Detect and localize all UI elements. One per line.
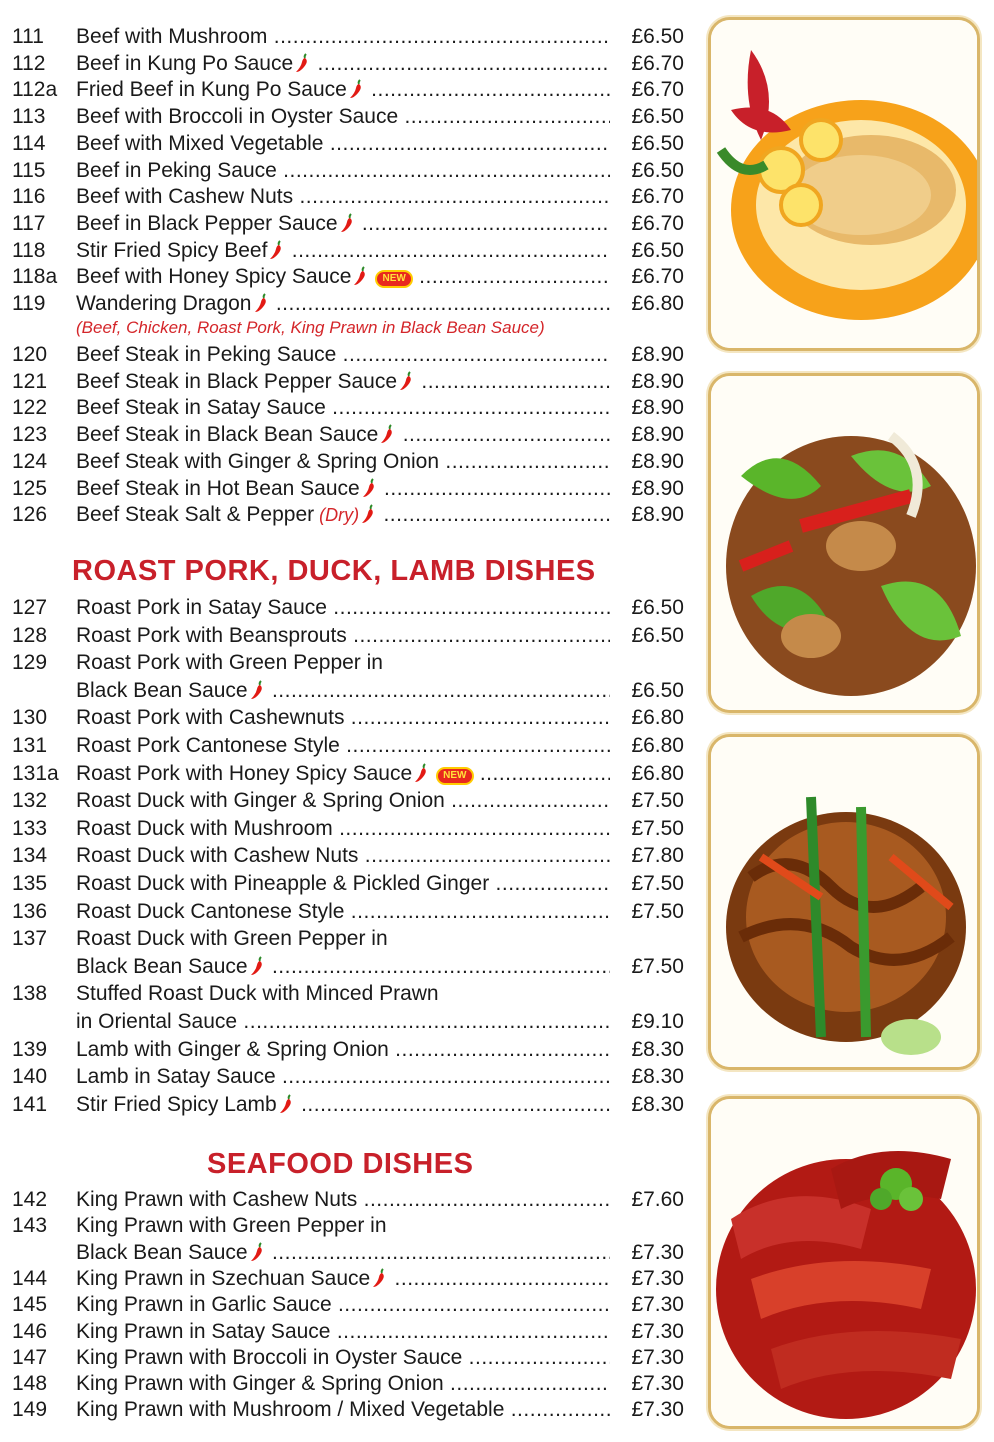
item-number: 118a (12, 265, 58, 289)
menu-item-131a (0, 760, 690, 787)
item-price: £6.80 (631, 292, 684, 315)
item-name-line (76, 870, 610, 897)
item-name-line (76, 50, 610, 80)
menu-item-143 (0, 1212, 690, 1239)
menu-item-148 (0, 1370, 690, 1397)
item-price: £6.50 (631, 105, 684, 129)
item-name: King Prawn in Garlic Sauce (76, 1293, 332, 1317)
item-name: Beef Steak in Satay Sauce (76, 396, 326, 420)
item-number: 141 (12, 1092, 48, 1116)
item-name: Beef Steak Salt & Pepper (76, 503, 315, 527)
menu-item-127 (0, 594, 690, 621)
menu-item-128 (0, 622, 690, 649)
new-badge: NEW (375, 270, 412, 288)
item-number: 128 (12, 623, 48, 647)
item-price: £7.30 (631, 1240, 684, 1264)
section-title-roast: ROAST PORK, DUCK, LAMB DISHES (72, 555, 596, 587)
item-name: Beef with Broccoli in Oyster Sauce (76, 105, 399, 129)
item-name-line (76, 953, 610, 983)
menu-item-129 (0, 677, 690, 704)
item-name: Beef in Kung Po Sauce (76, 51, 294, 75)
item-name-line (76, 1344, 610, 1371)
item-number: 140 (12, 1065, 48, 1089)
menu-item-130 (0, 704, 690, 731)
menu-item-146 (0, 1318, 690, 1345)
item-name: Beef with Mushroom (76, 25, 268, 48)
item-name-line (76, 130, 610, 157)
menu-item-149 (0, 1396, 690, 1423)
item-name-line (76, 1008, 610, 1035)
item-number: 119 (12, 292, 46, 315)
item-price: £7.30 (631, 1293, 684, 1317)
item-price: £8.90 (631, 503, 684, 527)
item-name-line (76, 394, 610, 421)
item-name-line (76, 1186, 610, 1213)
item-name-line (76, 475, 610, 505)
item-name: Lamb in Satay Sauce (76, 1065, 276, 1089)
item-number: 125 (12, 476, 48, 500)
chili-icon (254, 293, 270, 320)
item-name: Beef Steak in Peking Sauce (76, 343, 337, 366)
item-name-line (76, 815, 610, 842)
item-name-line (76, 1091, 610, 1121)
menu-item-123 (0, 421, 690, 448)
item-price: £8.30 (631, 1092, 684, 1116)
menu-item-113 (0, 103, 690, 130)
item-name: Beef with Cashew Nuts (76, 185, 294, 209)
item-price: £7.50 (631, 899, 684, 923)
item-number: 120 (12, 343, 48, 366)
item-name: Wandering Dragon (76, 292, 252, 315)
item-number: 147 (12, 1345, 48, 1369)
item-number: 116 (12, 185, 46, 209)
item-name-line (76, 421, 610, 451)
chili-icon (279, 1094, 295, 1121)
item-number: 142 (12, 1188, 48, 1211)
menu-item-133 (0, 815, 690, 842)
menu-item-120 (0, 341, 690, 368)
menu-item-134 (0, 842, 690, 869)
menu-item-112a (0, 76, 690, 103)
menu-item-116 (0, 183, 690, 210)
item-number: 115 (12, 158, 46, 182)
menu-item-122 (0, 394, 690, 421)
menu-item-132 (0, 787, 690, 814)
item-price: £7.30 (631, 1319, 684, 1343)
item-name: King Prawn with Cashew Nuts (76, 1188, 358, 1211)
item-price: £8.30 (631, 1065, 684, 1089)
item-number: 112 (12, 51, 46, 75)
item-name-line (76, 842, 610, 869)
menu-item-119 (0, 290, 690, 317)
item-name-line (76, 980, 610, 1007)
item-name: Roast Duck Cantonese Style (76, 899, 345, 923)
menu-item-114 (0, 130, 690, 157)
item-number: 132 (12, 789, 48, 813)
pepper-chicken-photo (708, 373, 980, 713)
item-number: 148 (12, 1372, 48, 1396)
item-number: 126 (12, 503, 48, 527)
item-name: Roast Duck with Pineapple & Pickled Ginger (76, 872, 490, 895)
menu-item-125 (0, 475, 690, 502)
item-name-line (76, 1318, 610, 1345)
item-name: King Prawn with Green Pepper in (76, 1214, 387, 1238)
item-name-line (76, 501, 610, 531)
item-name: Fried Beef in Kung Po Sauce (76, 78, 347, 102)
item-name-line (76, 760, 610, 790)
item-price: £7.30 (631, 1266, 684, 1290)
lemon-chicken-photo (708, 17, 980, 351)
item-price: £6.70 (631, 211, 684, 235)
item-name: King Prawn with Mushroom / Mixed Vegetable (76, 1398, 505, 1422)
item-number: 146 (12, 1319, 48, 1343)
item-price: £7.30 (631, 1345, 684, 1369)
item-name: Beef with Honey Spicy Sauce (76, 265, 352, 289)
item-number: 129 (12, 651, 48, 675)
item-name-line (76, 183, 610, 210)
item-number: 131 (12, 734, 48, 757)
item-price: £6.80 (631, 734, 684, 757)
item-name: Roast Pork Cantonese Style (76, 734, 340, 757)
item-name-line (76, 103, 610, 130)
item-price: £7.50 (631, 816, 684, 840)
item-name-line (76, 237, 610, 267)
item-name-line (76, 290, 610, 320)
item-name: Stir Fried Spicy Beef (76, 238, 268, 262)
item-name: Roast Pork in Satay Sauce (76, 596, 327, 619)
item-name: Roast Pork with Honey Spicy Sauce (76, 761, 413, 785)
item-price: £6.80 (631, 761, 684, 785)
chili-icon (414, 763, 430, 790)
item-name-line (76, 23, 610, 50)
item-number: 111 (12, 25, 44, 48)
item-name: King Prawn in Satay Sauce (76, 1319, 331, 1343)
item-price: £8.90 (631, 343, 684, 366)
item-name-line (76, 448, 610, 475)
item-price: £7.30 (631, 1372, 684, 1396)
item-name: Beef Steak in Black Pepper Sauce (76, 369, 398, 393)
item-name: King Prawn with Ginger & Spring Onion (76, 1372, 444, 1396)
item-number: 121 (12, 369, 48, 393)
item-price: £8.90 (631, 396, 684, 420)
item-name: Beef with Mixed Vegetable (76, 131, 324, 155)
menu-item-147 (0, 1344, 690, 1371)
menu-item-137 (0, 953, 690, 980)
new-badge: NEW (436, 767, 473, 785)
item-name-line (76, 649, 610, 676)
item-number: 134 (12, 844, 48, 868)
item-name-line (76, 210, 610, 240)
menu-item-136 (0, 898, 690, 925)
item-price: £6.70 (631, 265, 684, 289)
menu-item-141 (0, 1091, 690, 1118)
item-price: £6.50 (631, 131, 684, 155)
menu-item-118 (0, 237, 690, 264)
item-number: 117 (12, 211, 46, 235)
item-price: £7.80 (631, 844, 684, 868)
item-price: £6.70 (631, 78, 684, 102)
item-number: 122 (12, 396, 48, 420)
item-price: £6.50 (631, 25, 684, 48)
menu-item-118a (0, 263, 690, 290)
item-note-119: (Beef, Chicken, Roast Pork, King Prawn in Black Bean Sauce) (76, 318, 545, 337)
item-name-line (76, 263, 610, 293)
item-name: Roast Pork with Cashewnuts (76, 706, 345, 730)
item-number: 139 (12, 1037, 48, 1061)
item-name: Roast Duck with Green Pepper in (76, 927, 388, 951)
item-name-line (76, 1036, 610, 1063)
menu-item-124 (0, 448, 690, 475)
item-name-line (76, 732, 610, 759)
item-number: 113 (12, 105, 46, 129)
menu-item-121 (0, 368, 690, 395)
item-price: £9.10 (631, 1010, 684, 1033)
item-name-continued: Black Bean Sauce (76, 954, 248, 978)
item-number: 112a (12, 78, 58, 102)
item-name: Roast Duck with Mushroom (76, 816, 333, 840)
item-price: £7.50 (631, 789, 684, 813)
item-name-line (76, 898, 610, 925)
item-name-line (76, 787, 610, 814)
item-name: King Prawn with Broccoli in Oyster Sauce (76, 1345, 463, 1369)
item-number: 133 (12, 816, 48, 840)
chili-icon (361, 504, 377, 531)
item-name-line (76, 368, 610, 398)
item-name: Roast Pork with Beansprouts (76, 623, 347, 647)
item-name: Lamb with Ginger & Spring Onion (76, 1037, 389, 1061)
menu-item-143 (0, 1239, 690, 1266)
item-number: 145 (12, 1293, 48, 1317)
item-name: Stuffed Roast Duck with Minced Prawn (76, 982, 439, 1006)
item-name-line (76, 76, 610, 106)
item-name: Roast Pork with Green Pepper in (76, 651, 383, 675)
item-price: £6.80 (631, 706, 684, 730)
item-name-line (76, 1212, 610, 1239)
item-name-line (76, 677, 610, 707)
item-name-line (76, 704, 610, 731)
item-price: £6.70 (631, 185, 684, 209)
item-number: 143 (12, 1214, 48, 1238)
item-number: 131a (12, 761, 59, 785)
item-name-line (76, 1370, 610, 1397)
item-name: Beef Steak with Ginger & Spring Onion (76, 449, 440, 473)
menu-item-126 (0, 501, 690, 528)
item-number: 124 (12, 449, 48, 473)
item-name-line (76, 1396, 610, 1423)
item-name-line (76, 622, 610, 649)
menu-item-111 (0, 23, 690, 50)
item-name: Beef Steak in Black Bean Sauce (76, 423, 379, 447)
item-number: 137 (12, 927, 48, 951)
dry-label: (Dry) (314, 505, 360, 526)
menu-item-137 (0, 925, 690, 952)
menu-item-115 (0, 157, 690, 184)
menu-item-142 (0, 1186, 690, 1213)
item-name-line (76, 925, 610, 952)
menu-item-112 (0, 50, 690, 77)
item-number: 135 (12, 872, 48, 895)
chili-icon (250, 680, 266, 707)
item-number: 136 (12, 899, 48, 923)
item-price: £6.50 (631, 238, 684, 262)
menu-item-145 (0, 1291, 690, 1318)
spare-ribs-photo (708, 1096, 980, 1429)
menu-item-138 (0, 1008, 690, 1035)
item-name: Roast Duck with Cashew Nuts (76, 844, 359, 868)
chili-icon (250, 956, 266, 983)
item-number: 130 (12, 706, 48, 730)
item-name-line (76, 1063, 610, 1090)
item-name-continued: in Oriental Sauce (76, 1010, 238, 1033)
item-price: £6.50 (631, 623, 684, 647)
item-name: Roast Duck with Ginger & Spring Onion (76, 789, 445, 813)
crispy-beef-photo (708, 734, 980, 1070)
item-name: Beef Steak in Hot Bean Sauce (76, 476, 360, 500)
menu-item-144 (0, 1265, 690, 1292)
item-price: £7.50 (631, 954, 684, 978)
item-price: £6.70 (631, 51, 684, 75)
item-price: £7.50 (631, 872, 684, 895)
item-price: £8.90 (631, 449, 684, 473)
menu-item-117 (0, 210, 690, 237)
item-name-line (76, 157, 610, 184)
item-name: Beef in Peking Sauce (76, 158, 277, 182)
item-price: £8.30 (631, 1037, 684, 1061)
menu-item-129 (0, 649, 690, 676)
item-price: £6.50 (631, 596, 684, 619)
item-name: Stir Fried Spicy Lamb (76, 1092, 277, 1116)
item-number: 144 (12, 1266, 48, 1290)
item-name-continued: Black Bean Sauce (76, 1240, 248, 1264)
item-name: Beef in Black Pepper Sauce (76, 211, 338, 235)
menu-item-131 (0, 732, 690, 759)
item-price: £8.90 (631, 369, 684, 393)
menu-item-140 (0, 1063, 690, 1090)
item-number: 149 (12, 1398, 48, 1422)
item-price: £7.30 (631, 1398, 684, 1422)
item-price: £6.50 (631, 678, 684, 702)
menu-item-138 (0, 980, 690, 1007)
item-name-continued: Black Bean Sauce (76, 678, 248, 702)
menu-item-139 (0, 1036, 690, 1063)
item-name-line (76, 1291, 610, 1318)
item-number: 114 (12, 131, 46, 155)
item-number: 118 (12, 238, 46, 262)
item-price: £7.60 (631, 1188, 684, 1211)
item-number: 138 (12, 982, 48, 1006)
item-name-line (76, 341, 610, 368)
item-price: £8.90 (631, 476, 684, 500)
section-title-seafood: SEAFOOD DISHES (207, 1148, 474, 1180)
item-price: £6.50 (631, 158, 684, 182)
item-number: 123 (12, 423, 48, 447)
item-name: King Prawn in Szechuan Sauce (76, 1266, 371, 1290)
item-price: £8.90 (631, 423, 684, 447)
menu-item-135 (0, 870, 690, 897)
item-number: 127 (12, 596, 48, 619)
item-name-line (76, 594, 610, 621)
